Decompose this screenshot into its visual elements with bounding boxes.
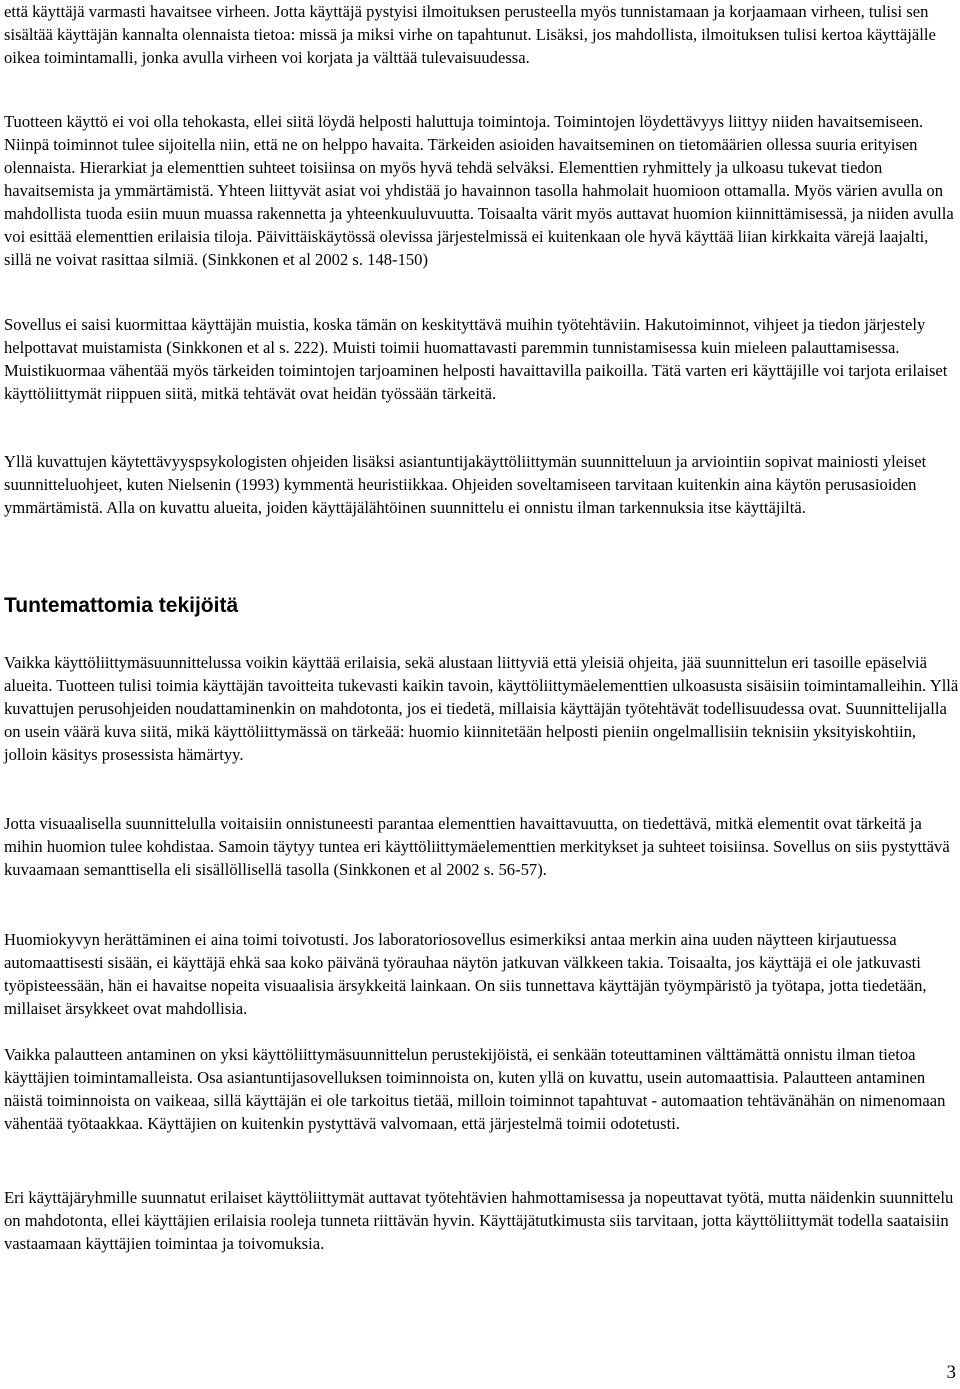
paragraph-feedback: Vaikka palautteen antaminen on yksi käyttöliittymäsuunnittelun perustekijöistä, ei senkään toteuttaminen välttämättä onnistu ilman tietoa käyttäjien toimintamalleista. Osa asiantuntijasovelluksen toiminnoista on, kuten yllä on kuvattu, usein automaattisia. Palautteen antaminen näistä toiminnoista on vaikeaa, sillä käyttäjän ei ole tarkoitus tietää, milloin toiminnot tapahtuvat - automaation tehtävänähän on nimenomaan vähentää työtaakkaa. Käyttäjien on kuitenkin pystyttävä valvomaan, että järjestelmä toimii odotetusti. bbox=[4, 1045, 946, 1133]
section-heading: Tuntemattomia tekijöitä bbox=[4, 594, 239, 617]
paragraph-visual-design: Jotta visuaalisella suunnittelulla voitaisiin onnistuneesti parantaa elementtien havaittavuutta, on tiedettävä, mitkä elementit ovat tärkeitä ja mihin huomion tulee kohdistaa. Samoin täytyy tuntea eri käyttöliittymäelementtien merkitykset ja suhteet toisiinsa. Sovellus on siis pystyttävä kuvaamaan semanttisella eli sisällöllisellä tasolla (Sinkkonen et al 2002 s. 56-57). bbox=[4, 814, 950, 879]
paragraph-user-groups: Eri käyttäjäryhmille suunnatut erilaiset käyttöliittymät auttavat työtehtävien hahmottamisessa ja nopeuttavat työtä, mutta näidenkin suunnittelu on mahdotonta, ellei käyttäjien erilaisia rooleja tunneta riittävän hyvin. Käyttäjätutkimusta siis tarvitaan, jotta käyttöliittymät todella saataisiin vastaamaan käyttäjien toimintaa ja toivomuksia. bbox=[4, 1188, 954, 1253]
paragraph-findability: Tuotteen käyttö ei voi olla tehokasta, ellei siitä löydä helposti haluttuja toimintoja. Toimintojen löydettävyys liittyy niiden havaitsemiseen. Niinpä toiminnot tulee sijoitella niin, että ne on helppo havaita. Tärkeiden asioiden havaitseminen on tietomäärien ollessa suuria erityisen olennaista. Hierarkiat ja elementtien suhteet toisiinsa on myös hyvä tehdä selväksi. Elementtien ryhmittely ja ulkoasu tukevat tiedon havaitsemista ja ymmärtämistä. Yhteen liittyvät asiat voi yhdistää jo havainnon tasolla hahmolait huomioon ottamalla. Myös värien avulla on mahdollista tuoda esiin muun muassa rakennetta ja yhteenkuuluvuutta. Toisaalta värit myös auttavat huomion kiinnittämisessä, ja niiden avulla voi esittää elementtien erilaisia tiloja. Päivittäiskäytössä olevissa järjestelmissä ei kuitenkaan ole hyvä käyttää liian kirkkaita värejä laajalti, sillä ne voivat rasittaa silmiä. (Sinkkonen et al 2002 s. 148-150) bbox=[4, 112, 954, 269]
paragraph-unclear-areas: Vaikka käyttöliittymäsuunnittelussa voikin käyttää erilaisia, sekä alustaan liittyviä että yleisiä ohjeita, jää suunnittelun eri tasoille epäselviä alueita. Tuotteen tulisi toimia käyttäjän tavoitteita tukevasti kaikin tavoin, käyttöliittymäelementtien ulkoasusta sisäisiin toimintamalleihin. Yllä kuvattujen perusohjeiden noudattaminenkin on mahdotonta, jos ei tiedetä, millaisia käyttäjän työtehtävät todellisuudessa ovat. Suunnittelijalla on usein väärä kuva siitä, mikä käyttöliittymässä on tärkeää: huomio kiinnitetään helposti pieniin ongelmallisiin teknisiin yksityiskohtiin, jolloin käsitys prosessista hämärtyy. bbox=[4, 653, 959, 764]
paragraph-heuristics: Yllä kuvattujen käytettävyyspsykologisten ohjeiden lisäksi asiantuntijakäyttöliittymän suunnitteluun ja arviointiin sopivat mainiosti yleiset suunnitteluohjeet, kuten Nielsenin (1993) kymmentä heuristiikkaa. Ohjeiden soveltamiseen tarvitaan kuitenkin aina käytön perusasioiden ymmärtämistä. Alla on kuvattu alueita, joiden käyttäjälähtöinen suunnittelu ei onnistu ilman tarkennuksia itse käyttäjiltä. bbox=[4, 452, 927, 517]
paragraph-error-messages: että käyttäjä varmasti havaitsee virheen. Jotta käyttäjä pystyisi ilmoituksen perusteella myös tunnistamaan ja korjaamaan virheen, tulisi sen sisältää käyttäjän kannalta olennaista tietoa: missä ja miksi virhe on tapahtunut. Lisäksi, jos mahdollista, ilmoituksen tulisi kertoa käyttäjälle oikea toimintamalli, jonka avulla virheen voi korjata ja välttää tulevaisuudessa. bbox=[4, 2, 936, 67]
paragraph-attention: Huomiokyvyn herättäminen ei aina toimi toivotusti. Jos laboratoriosovellus esimerkiksi antaa merkin aina uuden näytteen kirjautuessa automaattisesti sisään, ei käyttäjä ehkä saa koko päivänä työrauhaa näytön jatkuvan välkkeen takia. Toisaalta, jos käyttäjä ei ole jatkuvasti työpisteessään, hän ei havaitse nopeita visuaalisia ärsykkeitä lainkaan. On siis tunnettava käyttäjän työympäristö ja työtapa, jotta tiedetään, millaiset ärsykkeet ovat mahdollisia. bbox=[4, 930, 927, 1018]
paragraph-memory-load: Sovellus ei saisi kuormittaa käyttäjän muistia, koska tämän on keskityttävä muihin työtehtäviin. Hakutoiminnot, vihjeet ja tiedon järjestely helpottavat muistamista (Sinkkonen et al s. 222). Muisti toimii huomattavasti paremmin tunnistamisessa kuin mieleen palauttamisessa. Muistikuormaa vähentää myös tärkeiden toimintojen tarjoaminen helposti havaittavilla paikoilla. Tätä varten eri käyttäjille voi tarjota erilaiset käyttöliittymät riippuen siitä, mitkä tehtävät ovat heidän työssään tärkeitä. bbox=[4, 315, 948, 403]
page-number: 3 bbox=[946, 1362, 956, 1383]
